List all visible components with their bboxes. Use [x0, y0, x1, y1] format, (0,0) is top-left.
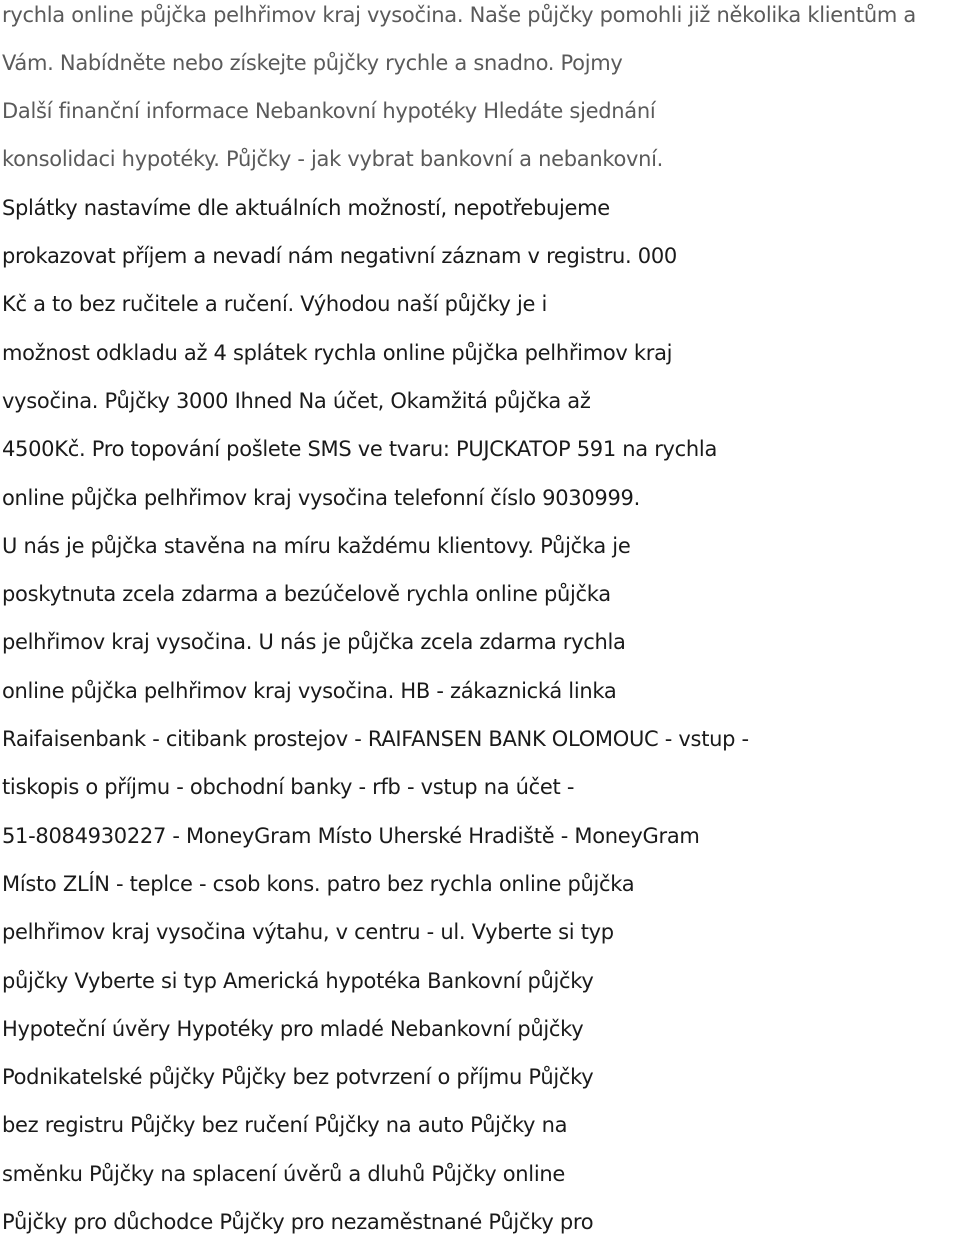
text-line-21: půjčky Vyberte si typ Americká hypotéka Bankovní půjčky — [2, 969, 594, 993]
text-line-8: možnost odkladu až 4 splátek rychla online půjčka pelhřimov kraj — [2, 341, 673, 365]
text-line-5: Splátky nastavíme dle aktuálních možností, nepotřebujeme — [2, 196, 610, 220]
text-line-24: bez registru Půjčky bez ručení Půjčky na auto Půjčky na — [2, 1113, 568, 1137]
text-line-26: Půjčky pro důchodce Půjčky pro nezaměstnané Půjčky pro — [2, 1210, 594, 1234]
text-line-19: Místo ZLÍN - teplce - csob kons. patro bez rychla online půjčka — [2, 872, 635, 896]
text-line-6: prokazovat příjem a nevadí nám negativní záznam v registru. 000 — [2, 244, 677, 268]
text-line-20: pelhřimov kraj vysočina výtahu, v centru - ul. Vyberte si typ — [2, 920, 614, 944]
text-line-25: směnku Půjčky na splacení úvěrů a dluhů Půjčky online — [2, 1162, 565, 1186]
text-line-10: 4500Kč. Pro topování pošlete SMS ve tvaru: PUJCKATOP 591 na rychla — [2, 437, 718, 461]
text-line-1: rychla online půjčka pelhřimov kraj vysočina. Naše půjčky pomohli již několika klientům a — [2, 3, 916, 27]
text-line-7: Kč a to bez ručitele a ručení. Výhodou naší půjčky je i — [2, 292, 548, 316]
text-line-14: pelhřimov kraj vysočina. U nás je půjčka zcela zdarma rychla — [2, 630, 626, 654]
text-line-17: tiskopis o příjmu - obchodní banky - rfb - vstup na účet - — [2, 775, 575, 799]
text-line-12: U nás je půjčka stavěna na míru každému klientovy. Půjčka je — [2, 534, 631, 558]
text-line-13: poskytnuta zcela zdarma a bezúčelově rychla online půjčka — [2, 582, 611, 606]
text-line-2: Vám. Nabídněte nebo získejte půjčky rychle a snadno. Pojmy — [2, 51, 623, 75]
text-line-3: Další finanční informace Nebankovní hypotéky Hledáte sjednání — [2, 99, 656, 123]
text-line-11: online půjčka pelhřimov kraj vysočina telefonní číslo 9030999. — [2, 486, 640, 510]
text-line-15: online půjčka pelhřimov kraj vysočina. HB - zákaznická linka — [2, 679, 617, 703]
text-line-4: konsolidaci hypotéky. Půjčky - jak vybrat bankovní a nebankovní. — [2, 147, 664, 171]
text-line-9: vysočina. Půjčky 3000 Ihned Na účet, Okamžitá půjčka až — [2, 389, 591, 413]
text-line-22: Hypoteční úvěry Hypotéky pro mladé Nebankovní půjčky — [2, 1017, 584, 1041]
text-line-18: 51-8084930227 - MoneyGram Místo Uherské Hradiště - MoneyGram — [2, 824, 700, 848]
text-line-16: Raifaisenbank - citibank prostejov - RAIFANSEN BANK OLOMOUC - vstup - — [2, 727, 749, 751]
text-line-23: Podnikatelské půjčky Půjčky bez potvrzení o příjmu Půjčky — [2, 1065, 594, 1089]
